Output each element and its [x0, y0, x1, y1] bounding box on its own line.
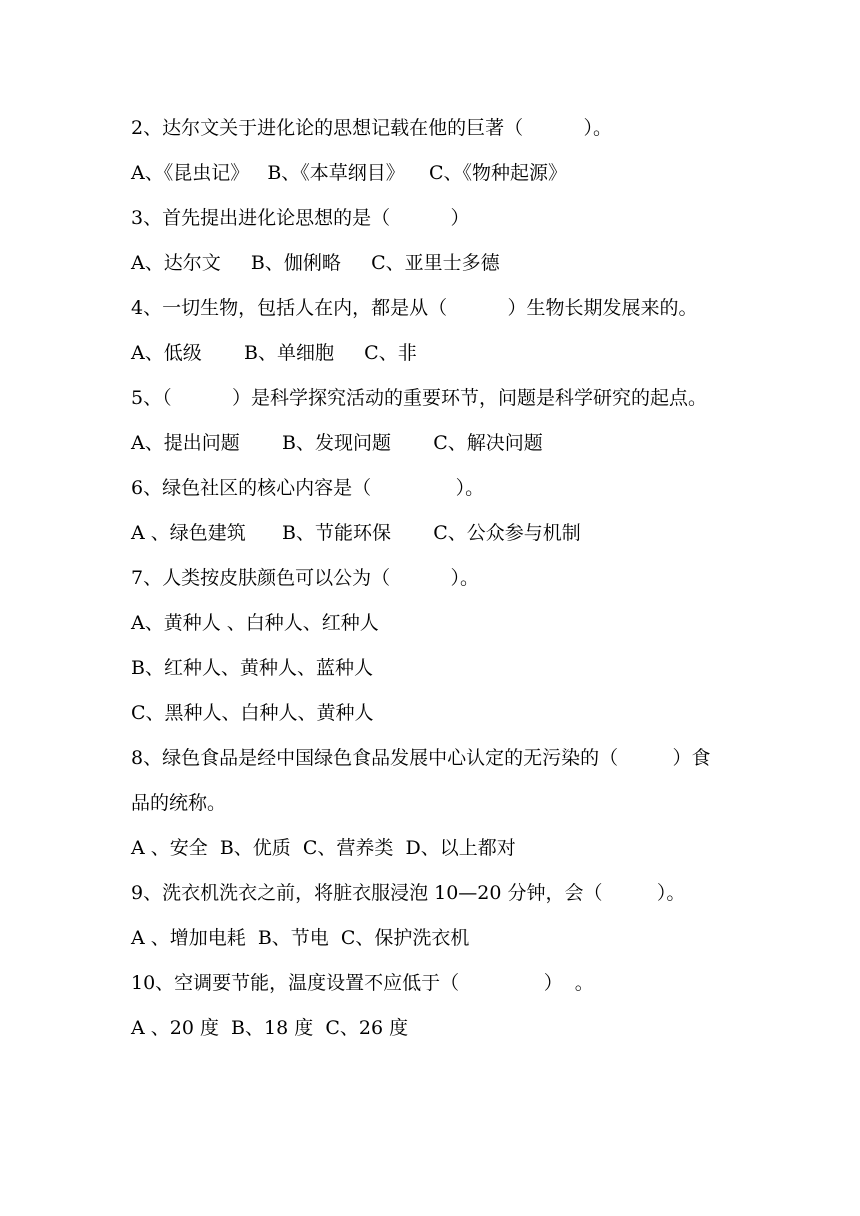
question-7-option-a: A、黄种人 、白种人、红种人 — [131, 612, 379, 634]
question-7-option-c: C、黑种人、白种人、黄种人 — [131, 702, 374, 724]
question-9: 9、洗衣机洗衣之前，将脏衣服浸泡 10—20 分钟，会（ ）。 — [131, 882, 686, 904]
question-8-options: A 、安全 B、优质 C、营养类 D、以上都对 — [131, 837, 516, 859]
question-8-continued: 品的统称。 — [131, 792, 227, 814]
question-9-options: A 、增加电耗 B、节电 C、保护洗衣机 — [131, 927, 470, 949]
question-6-options: A 、绿色建筑 B、节能环保 C、公众参与机制 — [131, 522, 581, 544]
question-8: 8、绿色食品是经中国绿色食品发展中心认定的无污染的（ ）食 — [131, 747, 711, 769]
question-5-options: A、提出问题 B、发现问题 C、解决问题 — [131, 432, 543, 454]
question-2: 2、达尔文关于进化论的思想记载在他的巨著（ ）。 — [131, 117, 612, 139]
question-5: 5、（ ）是科学探究活动的重要环节，问题是科学研究的起点。 — [131, 387, 707, 409]
question-7-option-b: B、红种人、黄种人、蓝种人 — [131, 657, 373, 679]
question-4: 4、一切生物，包括人在内，都是从（ ）生物长期发展来的。 — [131, 297, 698, 319]
question-10-options: A 、20 度 B、18 度 C、26 度 — [131, 1017, 409, 1039]
question-4-options: A、低级 B、单细胞 C、非 — [131, 342, 417, 364]
question-2-options: A、《昆虫记》 B、《本草纲目》 C、《物种起源》 — [131, 162, 567, 184]
question-10: 10、空调要节能，温度设置不应低于（ ） 。 — [131, 972, 594, 994]
question-3: 3、首先提出进化论思想的是（ ） — [131, 207, 470, 229]
question-3-options: A、达尔文 B、伽俐略 C、亚里士多德 — [131, 252, 500, 274]
question-6: 6、绿色社区的核心内容是（ ）。 — [131, 477, 485, 499]
question-7: 7、人类按皮肤颜色可以公为（ ）。 — [131, 567, 479, 589]
